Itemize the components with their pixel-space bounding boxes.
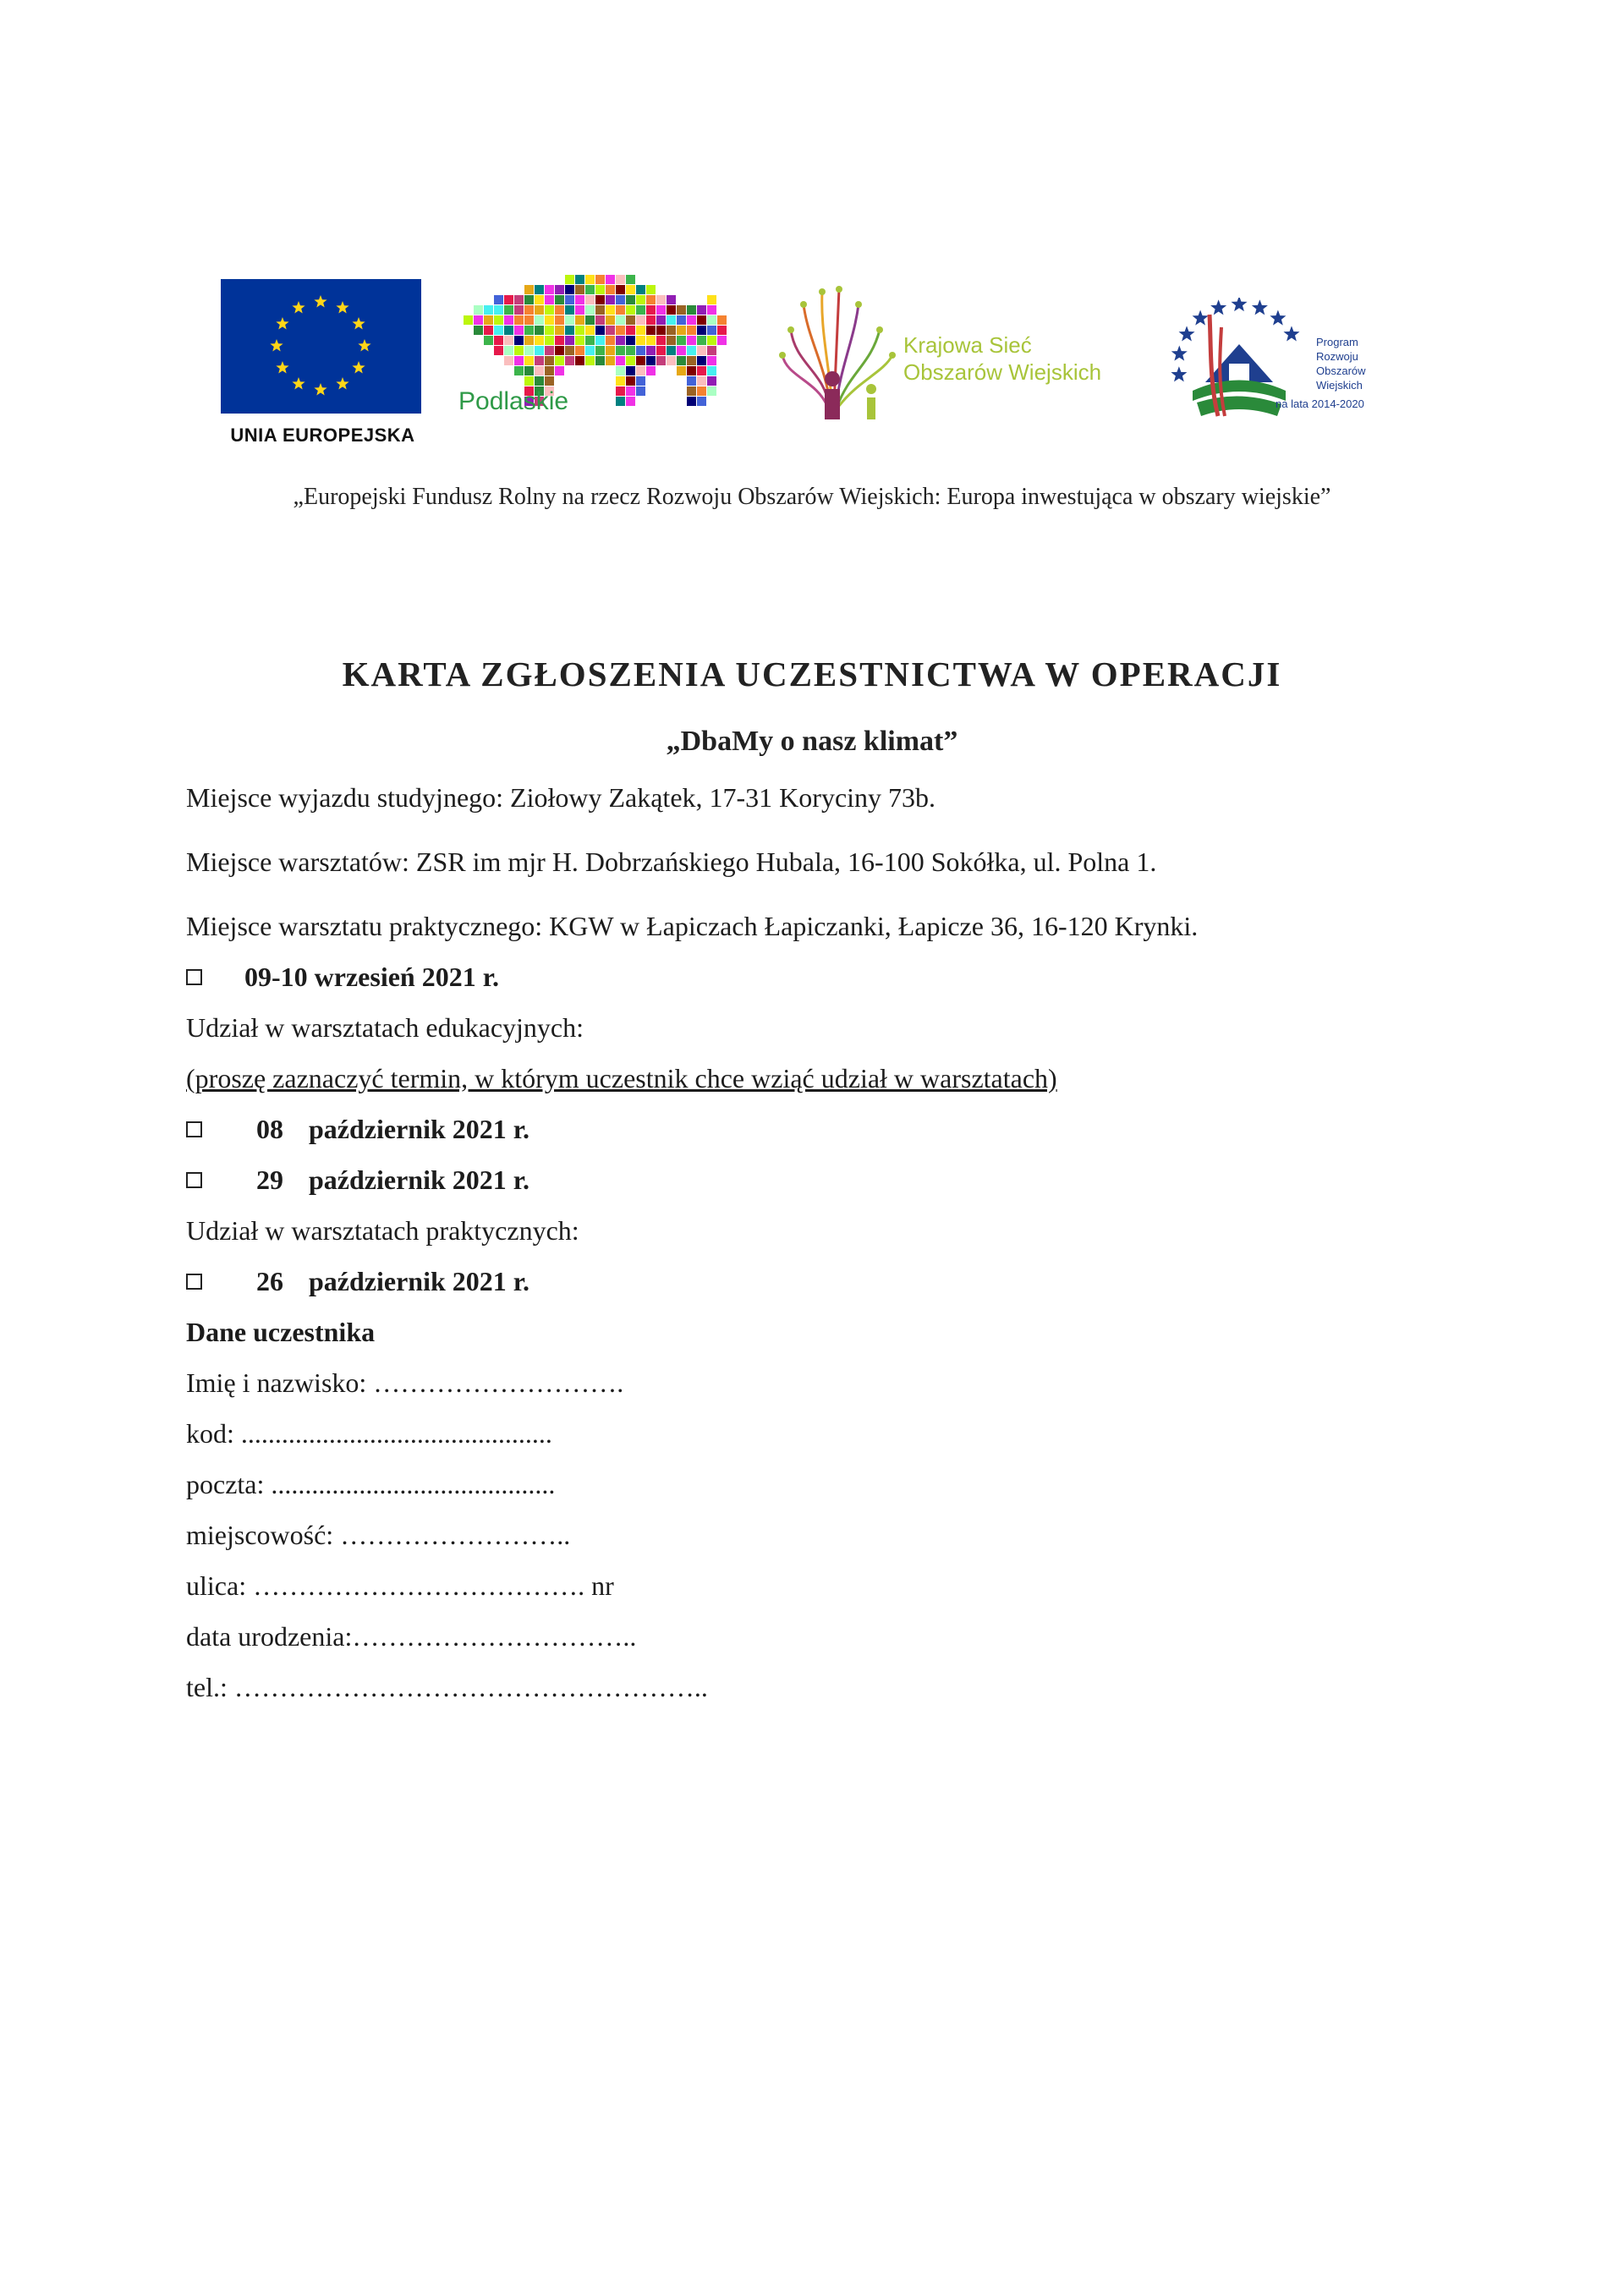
ksow-name [903,332,1101,386]
prow-line-2: Rozwoju [1316,350,1358,363]
form-subtitle: „DbaMy o nasz klimat” [666,726,958,757]
ksow-line-2: Obszarów Wiejskich [903,359,1102,385]
ksow-tree-logo [778,279,897,423]
practical-workshop-place: Miejsce warsztatu praktycznego: KGW w Łapiczach Łapiczanki, Łapicze 36, 16-120 Krynki. [186,911,1199,941]
logos-header [0,0,1624,474]
participant-heading: Dane uczestnika [186,1317,376,1347]
podlaskie-name: Podlaskie [458,387,569,415]
street-field[interactable]: ulica: ………………………………. nr [186,1570,614,1601]
post-field[interactable]: poczta: .......................................... [186,1469,556,1499]
code-field[interactable]: kod: .............................................. [186,1418,552,1449]
practical-option-checkbox[interactable] [186,1274,202,1290]
edu-option-checkbox[interactable] [186,1121,202,1137]
edu-option-month: październik 2021 r. [309,1164,530,1195]
trip-option [186,962,499,993]
edu-option [186,1114,529,1145]
edu-instruction: (proszę zaznaczyć termin, w którym uczestnik chce wziąć udział w warsztatach) [186,1063,1057,1093]
prow-name [1316,335,1366,392]
edu-option-checkbox[interactable] [186,1172,202,1188]
form-title: KARTA ZGŁOSZENIA UCZESTNICTWA W OPERACJI [342,655,1282,693]
practical-option-month: październik 2021 r. [309,1266,530,1296]
fund-statement: „Europejski Fundusz Rolny na rzecz Rozwoju Obszarów Wiejskich: Europa inwestująca w obszary wiejskie” [293,484,1331,510]
prow-line-4: Wiejskich [1316,379,1363,392]
prow-line-3: Obszarów [1316,364,1366,377]
eu-flag-logo [221,279,421,414]
prow-years: na lata 2014-2020 [1276,397,1364,410]
eu-stars-icon [221,279,421,414]
name-field[interactable]: Imię i nazwisko: ………………………. [186,1367,624,1398]
practical-option-day: 26 [256,1266,283,1296]
prow-line-1: Program [1316,336,1358,348]
birth-date-field[interactable]: data urodzenia:………………………….. [186,1621,637,1652]
edu-option-month: październik 2021 r. [309,1114,530,1144]
practical-option [186,1266,529,1297]
edu-heading: Udział w warsztatach edukacyjnych: [186,1012,584,1043]
trip-option-label: 09-10 wrzesień 2021 r. [244,962,499,992]
eu-caption: UNIA EUROPEJSKA [230,425,415,446]
edu-option-day: 29 [256,1164,283,1195]
trip-checkbox[interactable] [186,969,202,985]
ksow-line-1: Krajowa Sieć [903,332,1032,358]
edu-option-day: 08 [256,1114,283,1144]
study-trip-place: Miejsce wyjazdu studyjnego: Ziołowy Zakątek, 17-31 Koryciny 73b. [186,782,936,813]
practical-heading: Udział w warsztatach praktycznych: [186,1215,579,1246]
phone-field[interactable]: tel.: …………………………………………….. [186,1672,708,1702]
edu-option [186,1164,529,1196]
workshop-place: Miejsce warsztatów: ZSR im mjr H. Dobrzańskiego Hubala, 16-100 Sokółka, ul. Polna 1. [186,847,1157,877]
town-field[interactable]: miejscowość: …………………….. [186,1520,571,1550]
